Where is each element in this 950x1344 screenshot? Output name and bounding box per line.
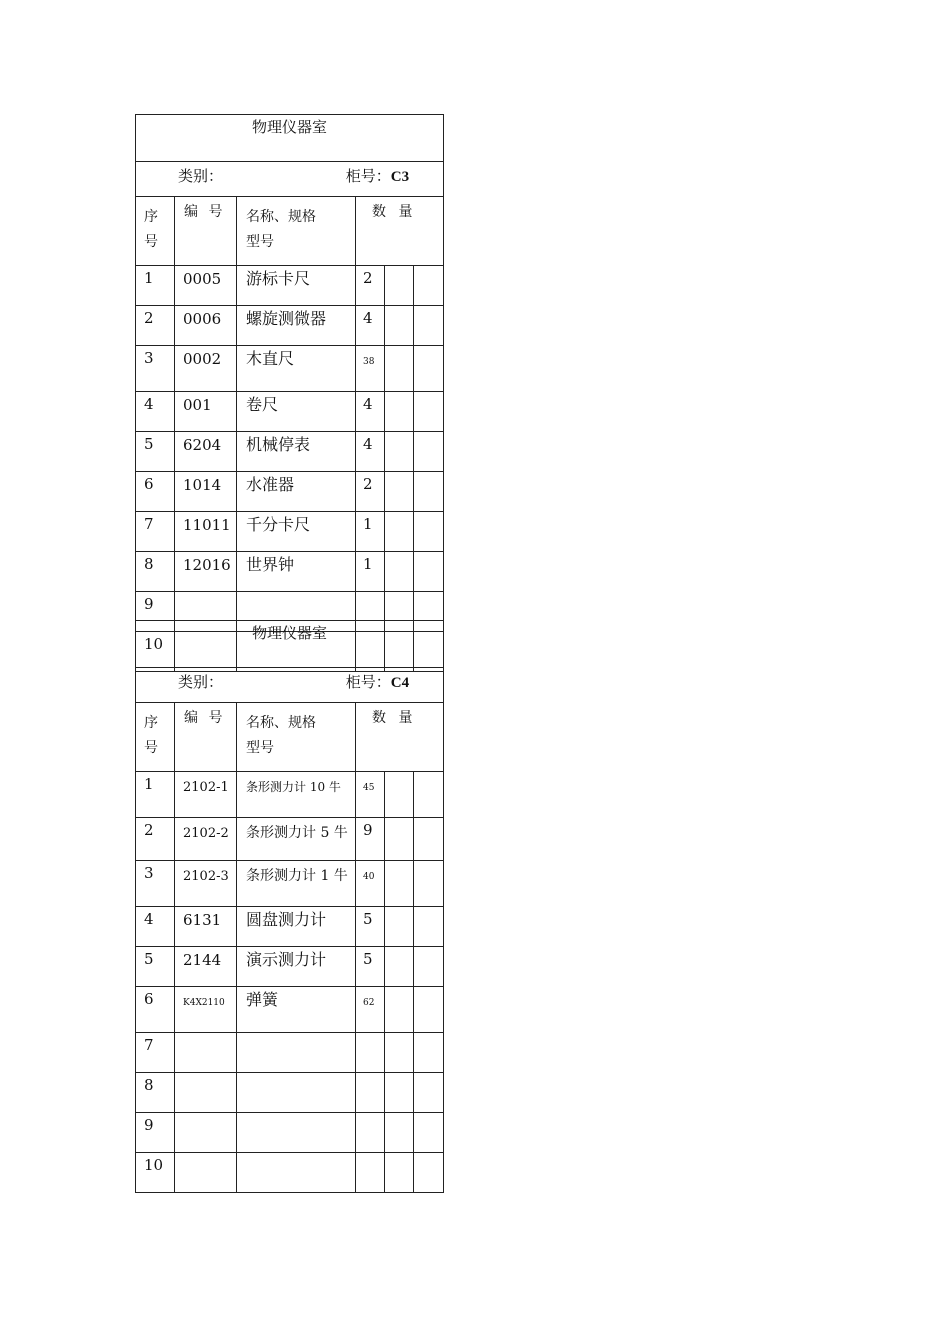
row-blank-cell <box>385 907 414 947</box>
row-name: 卷尺 <box>237 392 356 432</box>
row-name: 水准器 <box>237 472 356 512</box>
row-blank-cell <box>414 861 444 907</box>
table-row <box>136 1113 444 1153</box>
row-blank-cell <box>385 392 414 432</box>
row-blank-cell <box>414 552 444 592</box>
row-quantity: 1 <box>356 552 385 592</box>
row-number: 11011 <box>175 512 237 552</box>
row-seq: 5 <box>136 947 175 987</box>
row-name: 千分卡尺 <box>237 512 356 552</box>
row-blank-cell <box>414 818 444 861</box>
table-row <box>136 861 444 907</box>
row-number: 0005 <box>175 266 237 306</box>
row-number: 2102-1 <box>175 772 237 818</box>
row-blank-cell <box>414 1153 444 1193</box>
row-number: K4X2110 <box>175 987 237 1033</box>
row-number: 12016 <box>175 552 237 592</box>
table-row <box>136 987 444 1033</box>
row-seq: 1 <box>136 266 175 306</box>
row-blank-cell <box>385 818 414 861</box>
row-quantity: 62 <box>356 987 385 1033</box>
row-quantity <box>356 1153 385 1193</box>
row-seq: 7 <box>136 1033 175 1073</box>
row-name: 条形测力计 1 牛 <box>237 861 356 907</box>
row-blank-cell <box>414 266 444 306</box>
row-blank-cell <box>414 772 444 818</box>
header-seq <box>136 703 175 772</box>
row-blank-cell <box>385 472 414 512</box>
card-meta <box>136 668 444 703</box>
table-row <box>136 346 444 392</box>
card-title <box>136 115 444 162</box>
row-blank-cell <box>414 1073 444 1113</box>
row-blank-cell <box>414 346 444 392</box>
row-blank-cell <box>385 987 414 1033</box>
row-blank-cell <box>385 772 414 818</box>
row-name <box>237 1033 356 1073</box>
row-blank-cell <box>414 1113 444 1153</box>
inventory-table <box>135 620 444 1193</box>
row-number: 0006 <box>175 306 237 346</box>
cabinet-label-text: 柜号： <box>345 167 391 185</box>
row-quantity: 9 <box>356 818 385 861</box>
header-number: 编 号 <box>175 197 237 266</box>
cabinet-number: C4 <box>390 675 410 691</box>
row-quantity: 5 <box>356 947 385 987</box>
row-quantity <box>356 1073 385 1113</box>
table-row <box>136 772 444 818</box>
row-seq: 4 <box>136 907 175 947</box>
row-number: 2144 <box>175 947 237 987</box>
row-quantity: 38 <box>356 346 385 392</box>
row-blank-cell <box>385 266 414 306</box>
row-name <box>237 1153 356 1193</box>
category-label: 类别： <box>178 167 224 185</box>
table-header-row <box>136 197 444 266</box>
card-title <box>136 621 444 668</box>
cabinet-label <box>346 675 409 691</box>
cabinet-number: C3 <box>390 169 410 185</box>
row-name <box>237 1113 356 1153</box>
header-number: 编 号 <box>175 703 237 772</box>
row-quantity: 2 <box>356 472 385 512</box>
table-row <box>136 1073 444 1113</box>
row-quantity: 4 <box>356 432 385 472</box>
card-title-text: 物理仪器室 <box>252 624 328 642</box>
row-quantity: 4 <box>356 392 385 432</box>
row-blank-cell <box>385 346 414 392</box>
row-name: 世界钟 <box>237 552 356 592</box>
header-seq-line2: 号 <box>144 234 158 250</box>
row-blank-cell <box>385 552 414 592</box>
table-row <box>136 1153 444 1193</box>
row-quantity: 2 <box>356 266 385 306</box>
header-name-line2: 型号 <box>246 740 274 756</box>
row-seq: 3 <box>136 861 175 907</box>
row-number <box>175 1153 237 1193</box>
row-name: 螺旋测微器 <box>237 306 356 346</box>
category-label: 类别： <box>178 673 224 691</box>
row-blank-cell <box>414 392 444 432</box>
row-name: 弹簧 <box>237 987 356 1033</box>
row-number <box>175 1113 237 1153</box>
header-seq-line2: 号 <box>144 740 158 756</box>
table-row <box>136 392 444 432</box>
table-row <box>136 432 444 472</box>
row-seq: 10 <box>136 632 175 672</box>
row-number: 2102-2 <box>175 818 237 861</box>
inventory-card-c4 <box>135 620 443 1193</box>
row-blank-cell <box>385 432 414 472</box>
row-number: 6131 <box>175 907 237 947</box>
row-seq: 9 <box>136 1113 175 1153</box>
row-blank-cell <box>414 987 444 1033</box>
row-seq: 2 <box>136 818 175 861</box>
row-name: 机械停表 <box>237 432 356 472</box>
row-seq: 1 <box>136 772 175 818</box>
row-name: 游标卡尺 <box>237 266 356 306</box>
table-row <box>136 512 444 552</box>
table-row <box>136 266 444 306</box>
table-row <box>136 947 444 987</box>
row-quantity: 45 <box>356 772 385 818</box>
row-blank-cell <box>414 947 444 987</box>
inventory-card-c3 <box>135 114 443 672</box>
row-seq: 6 <box>136 472 175 512</box>
row-blank-cell <box>414 907 444 947</box>
row-quantity <box>356 1033 385 1073</box>
row-seq: 4 <box>136 392 175 432</box>
row-blank-cell <box>385 306 414 346</box>
row-blank-cell <box>414 1033 444 1073</box>
card-title-text: 物理仪器室 <box>252 118 328 136</box>
row-quantity: 1 <box>356 512 385 552</box>
header-name <box>237 197 356 266</box>
row-seq: 3 <box>136 346 175 392</box>
header-seq <box>136 197 175 266</box>
header-quantity: 数 量 <box>356 197 444 266</box>
row-quantity: 4 <box>356 306 385 346</box>
row-number: 6204 <box>175 432 237 472</box>
header-seq-line1: 序 <box>144 209 158 225</box>
row-blank-cell <box>414 512 444 552</box>
header-name <box>237 703 356 772</box>
row-name: 条形测力计 5 牛 <box>237 818 356 861</box>
table-row <box>136 306 444 346</box>
row-blank-cell <box>414 472 444 512</box>
row-seq: 9 <box>136 592 175 632</box>
row-seq: 2 <box>136 306 175 346</box>
row-quantity: 5 <box>356 907 385 947</box>
table-row <box>136 1033 444 1073</box>
row-blank-cell <box>414 432 444 472</box>
cabinet-label-text: 柜号： <box>345 673 391 691</box>
row-blank-cell <box>385 947 414 987</box>
row-blank-cell <box>385 512 414 552</box>
row-blank-cell <box>414 306 444 346</box>
header-name-line1: 名称、规格 <box>246 715 316 731</box>
table-row <box>136 907 444 947</box>
table-header-row <box>136 703 444 772</box>
row-blank-cell <box>385 1073 414 1113</box>
table-row <box>136 472 444 512</box>
row-blank-cell <box>385 1113 414 1153</box>
row-number: 001 <box>175 392 237 432</box>
row-number: 1014 <box>175 472 237 512</box>
row-seq: 8 <box>136 552 175 592</box>
header-quantity: 数 量 <box>356 703 444 772</box>
row-seq: 6 <box>136 987 175 1033</box>
row-number <box>175 1073 237 1113</box>
row-blank-cell <box>385 1153 414 1193</box>
row-name: 条形测力计 10 牛 <box>237 772 356 818</box>
row-seq: 7 <box>136 512 175 552</box>
row-seq: 5 <box>136 432 175 472</box>
row-name: 木直尺 <box>237 346 356 392</box>
row-number <box>175 1033 237 1073</box>
cabinet-label <box>346 169 409 185</box>
row-seq: 8 <box>136 1073 175 1113</box>
row-number: 0002 <box>175 346 237 392</box>
row-name: 演示测力计 <box>237 947 356 987</box>
header-seq-line1: 序 <box>144 715 158 731</box>
header-name-line2: 型号 <box>246 234 274 250</box>
row-quantity: 40 <box>356 861 385 907</box>
row-seq: 10 <box>136 1153 175 1193</box>
row-name <box>237 1073 356 1113</box>
row-number: 2102-3 <box>175 861 237 907</box>
inventory-table <box>135 114 444 672</box>
table-row <box>136 552 444 592</box>
table-row <box>136 818 444 861</box>
row-blank-cell <box>385 861 414 907</box>
row-quantity <box>356 1113 385 1153</box>
card-meta <box>136 162 444 197</box>
row-blank-cell <box>385 1033 414 1073</box>
row-name: 圆盘测力计 <box>237 907 356 947</box>
header-name-line1: 名称、规格 <box>246 209 316 225</box>
